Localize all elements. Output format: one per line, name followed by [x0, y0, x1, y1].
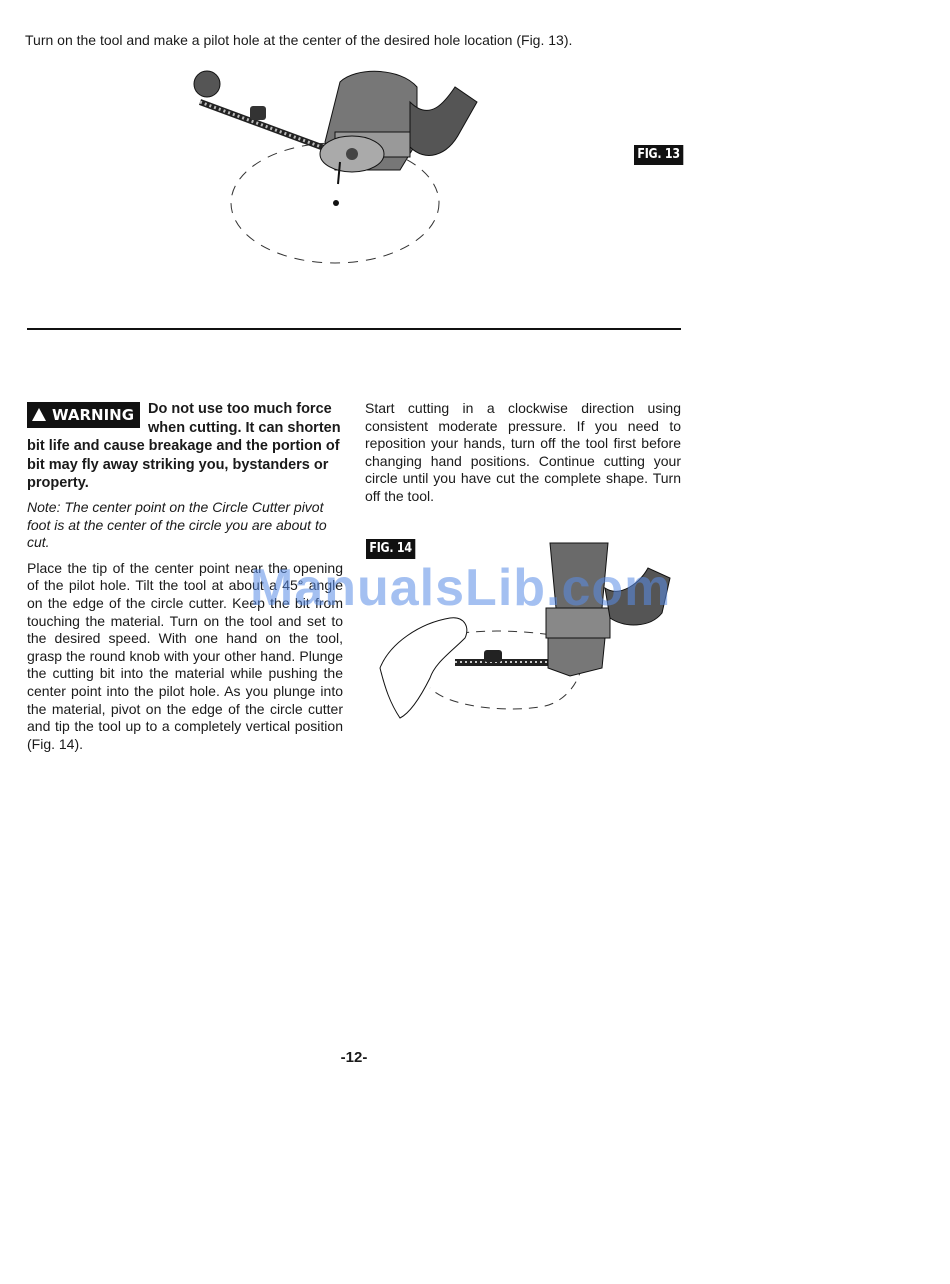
- left-column: [27, 400, 343, 753]
- note-text: Note: The center point on the Circle Cutter pivot foot is at the center of the circle you are about to cut.: [27, 498, 327, 551]
- fig13-illustration: [185, 62, 485, 274]
- page-number: -12-: [340, 1049, 368, 1066]
- warning-text: Do not use too much force when cutting. It can shorten bit life and cause breakage and the portion of bit may fly away striking you, bystanders or property.: [27, 401, 341, 492]
- warning-block: [27, 400, 343, 493]
- right-paragraph: Start cutting in a clockwise direction using consistent moderate pressure. If you need to reposition your hands, turn off the tool first before changing hand positions. Continue cutting your circle until you have cut the complete shape. Turn off the tool.: [365, 400, 681, 504]
- intro-text: Turn on the tool and make a pilot hole at the center of the desired hole location (Fig. 13).: [25, 32, 573, 48]
- fig14-label: FIG. 14: [366, 539, 415, 559]
- right-column: [365, 400, 681, 506]
- warning-badge: WARNING: [27, 402, 140, 428]
- fig14-illustration: [370, 528, 675, 723]
- section-divider: [27, 328, 681, 330]
- left-paragraph: Place the tip of the center point near the opening of the pilot hole. Tilt the tool at about a 45° angle on the edge of the circle cutter. Keep the bit from touching the material. Turn on the tool and set to the desired speed. With one hand on the tool, grasp the round knob with your other hand. Plunge the cutting bit into the material while pushing the center point into the pilot hole. As you plunge into the material, pivot on the edge of the circle cutter and tip the tool up to a completely vertical position (Fig. 14).: [27, 559, 343, 752]
- fig13-label: FIG. 13: [634, 145, 683, 165]
- warning-triangle-icon: [32, 408, 46, 421]
- watermark: ManualsLib.com: [250, 559, 672, 617]
